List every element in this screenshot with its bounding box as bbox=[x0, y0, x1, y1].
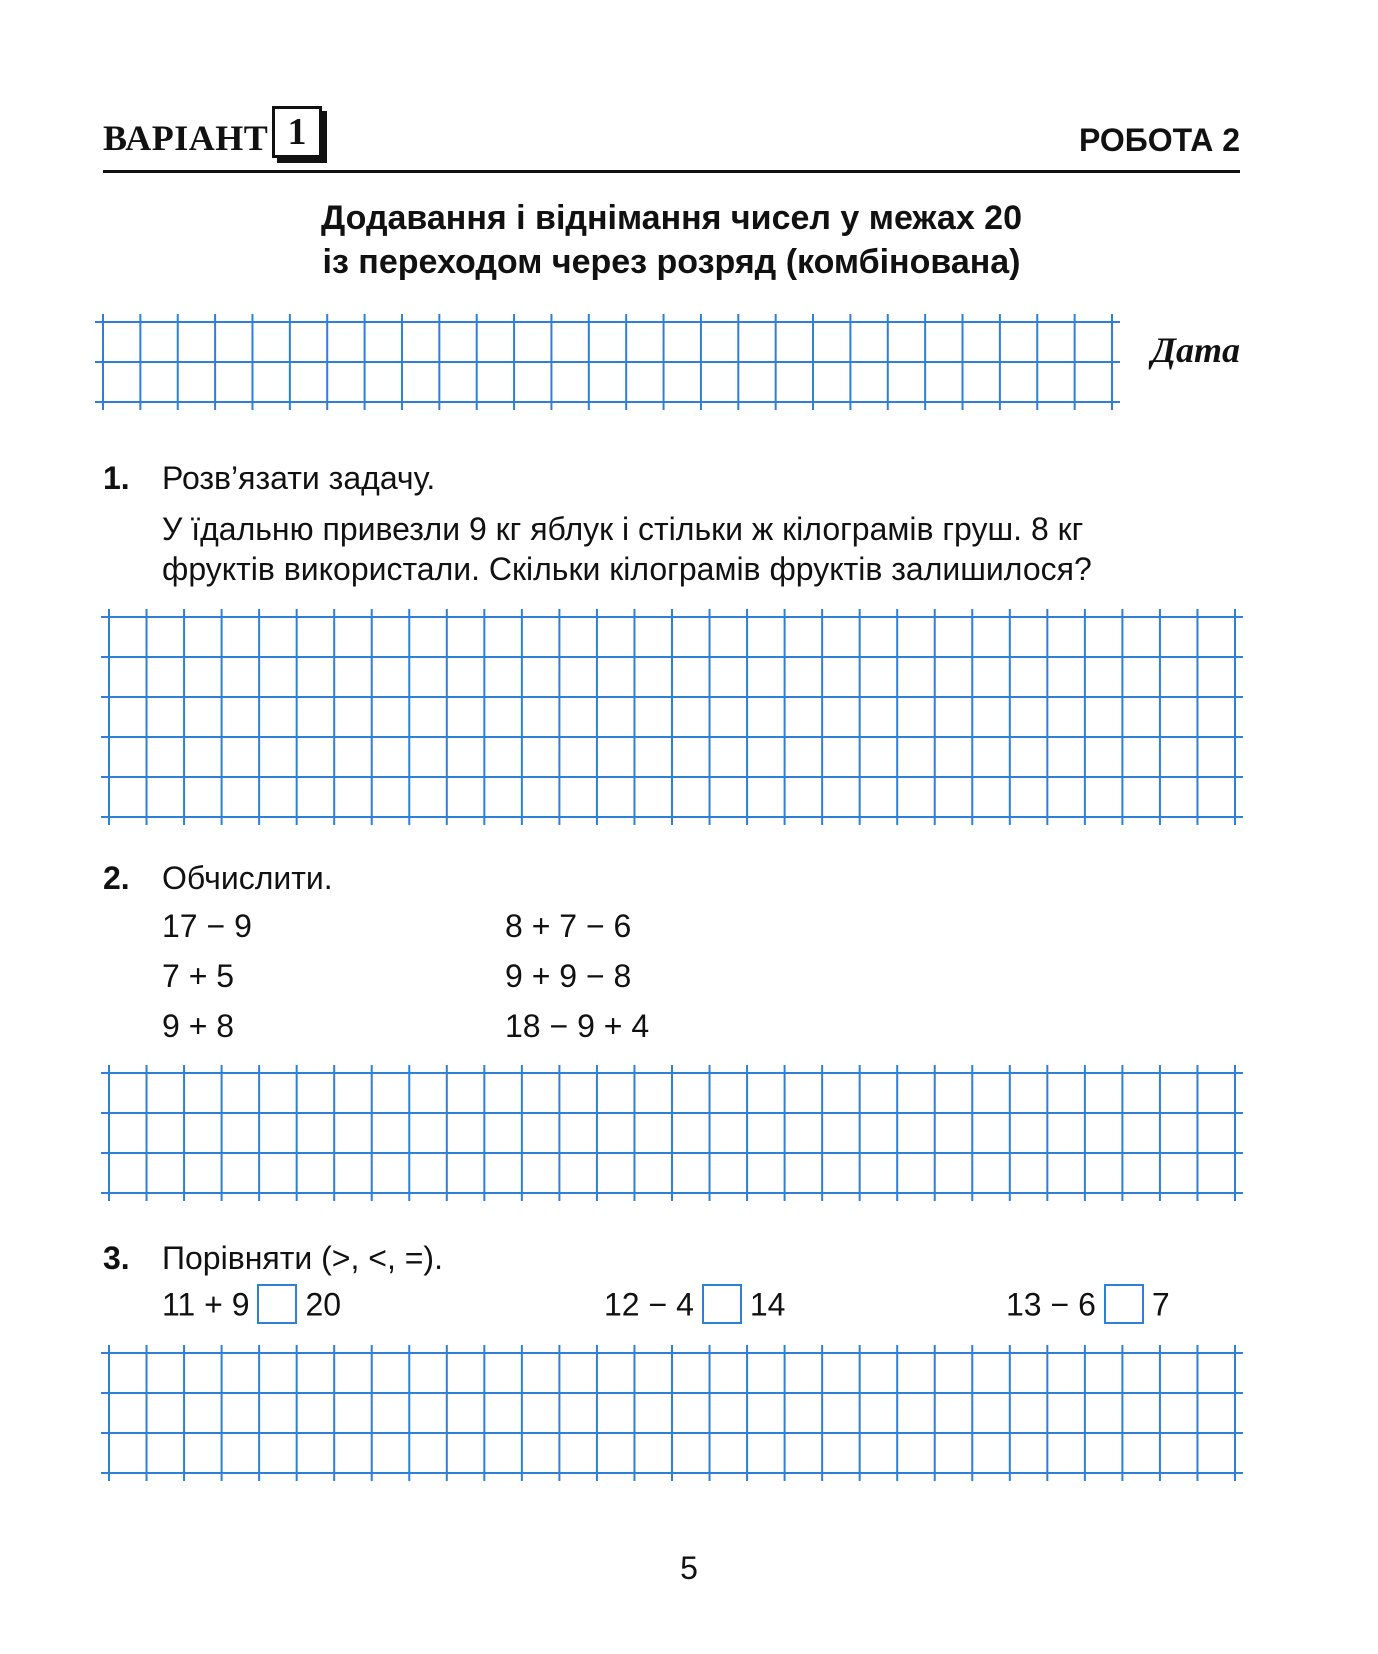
date-grid bbox=[95, 314, 1120, 410]
comparison-left: 13 − 6 bbox=[1006, 1286, 1096, 1323]
work-label: РОБОТА 2 bbox=[1078, 122, 1240, 158]
comparison-right: 7 bbox=[1151, 1286, 1170, 1323]
expression: 9 + 9 − 8 bbox=[505, 958, 632, 994]
task-2-number: 2. bbox=[103, 860, 130, 896]
task-2-instruction: Обчислити. bbox=[162, 860, 333, 896]
task-1-number: 1. bbox=[103, 460, 130, 496]
expression: 9 + 8 bbox=[162, 1008, 235, 1044]
title-line-2: із переходом через розряд (комбінована) bbox=[322, 243, 1021, 281]
comparison-answer-box[interactable] bbox=[1104, 1284, 1144, 1324]
comparison-1 bbox=[162, 1284, 341, 1330]
comparison-answer-box[interactable] bbox=[702, 1284, 742, 1324]
variant-number: 1 bbox=[272, 106, 322, 158]
task-3-grid bbox=[101, 1345, 1243, 1481]
page-number: 5 bbox=[680, 1550, 698, 1586]
comparison-3 bbox=[1006, 1284, 1170, 1330]
task-3-instruction: Порівняти (>, <, =). bbox=[162, 1240, 443, 1276]
task-1-instruction: Розв’язати задачу. bbox=[162, 460, 436, 496]
task-1-text-line-1: У їдальню привезли 9 кг яблук і стільки ж кілограмів груш. 8 кг bbox=[162, 511, 1084, 547]
expression: 17 − 9 bbox=[162, 908, 252, 944]
expression: 18 − 9 + 4 bbox=[505, 1008, 650, 1044]
comparison-left: 11 + 9 bbox=[162, 1286, 250, 1323]
task-2-grid bbox=[101, 1065, 1243, 1201]
date-label: Дата bbox=[1151, 330, 1240, 370]
comparison-right: 14 bbox=[749, 1286, 786, 1323]
task-3-number: 3. bbox=[103, 1240, 130, 1276]
task-1-grid bbox=[101, 609, 1243, 825]
comparison-right: 20 bbox=[305, 1286, 342, 1323]
expression: 8 + 7 − 6 bbox=[505, 908, 632, 944]
expression: 7 + 5 bbox=[162, 958, 235, 994]
task-1-text-line-2: фруктів використали. Скільки кілограмів фруктів залишилося? bbox=[162, 551, 1092, 587]
variant-label: ВАРІАНТ bbox=[103, 118, 269, 158]
comparison-2 bbox=[604, 1284, 785, 1330]
comparison-answer-box[interactable] bbox=[257, 1284, 297, 1324]
title-line-1: Додавання і віднімання чисел у межах 20 bbox=[320, 199, 1023, 237]
comparison-left: 12 − 4 bbox=[604, 1286, 694, 1323]
